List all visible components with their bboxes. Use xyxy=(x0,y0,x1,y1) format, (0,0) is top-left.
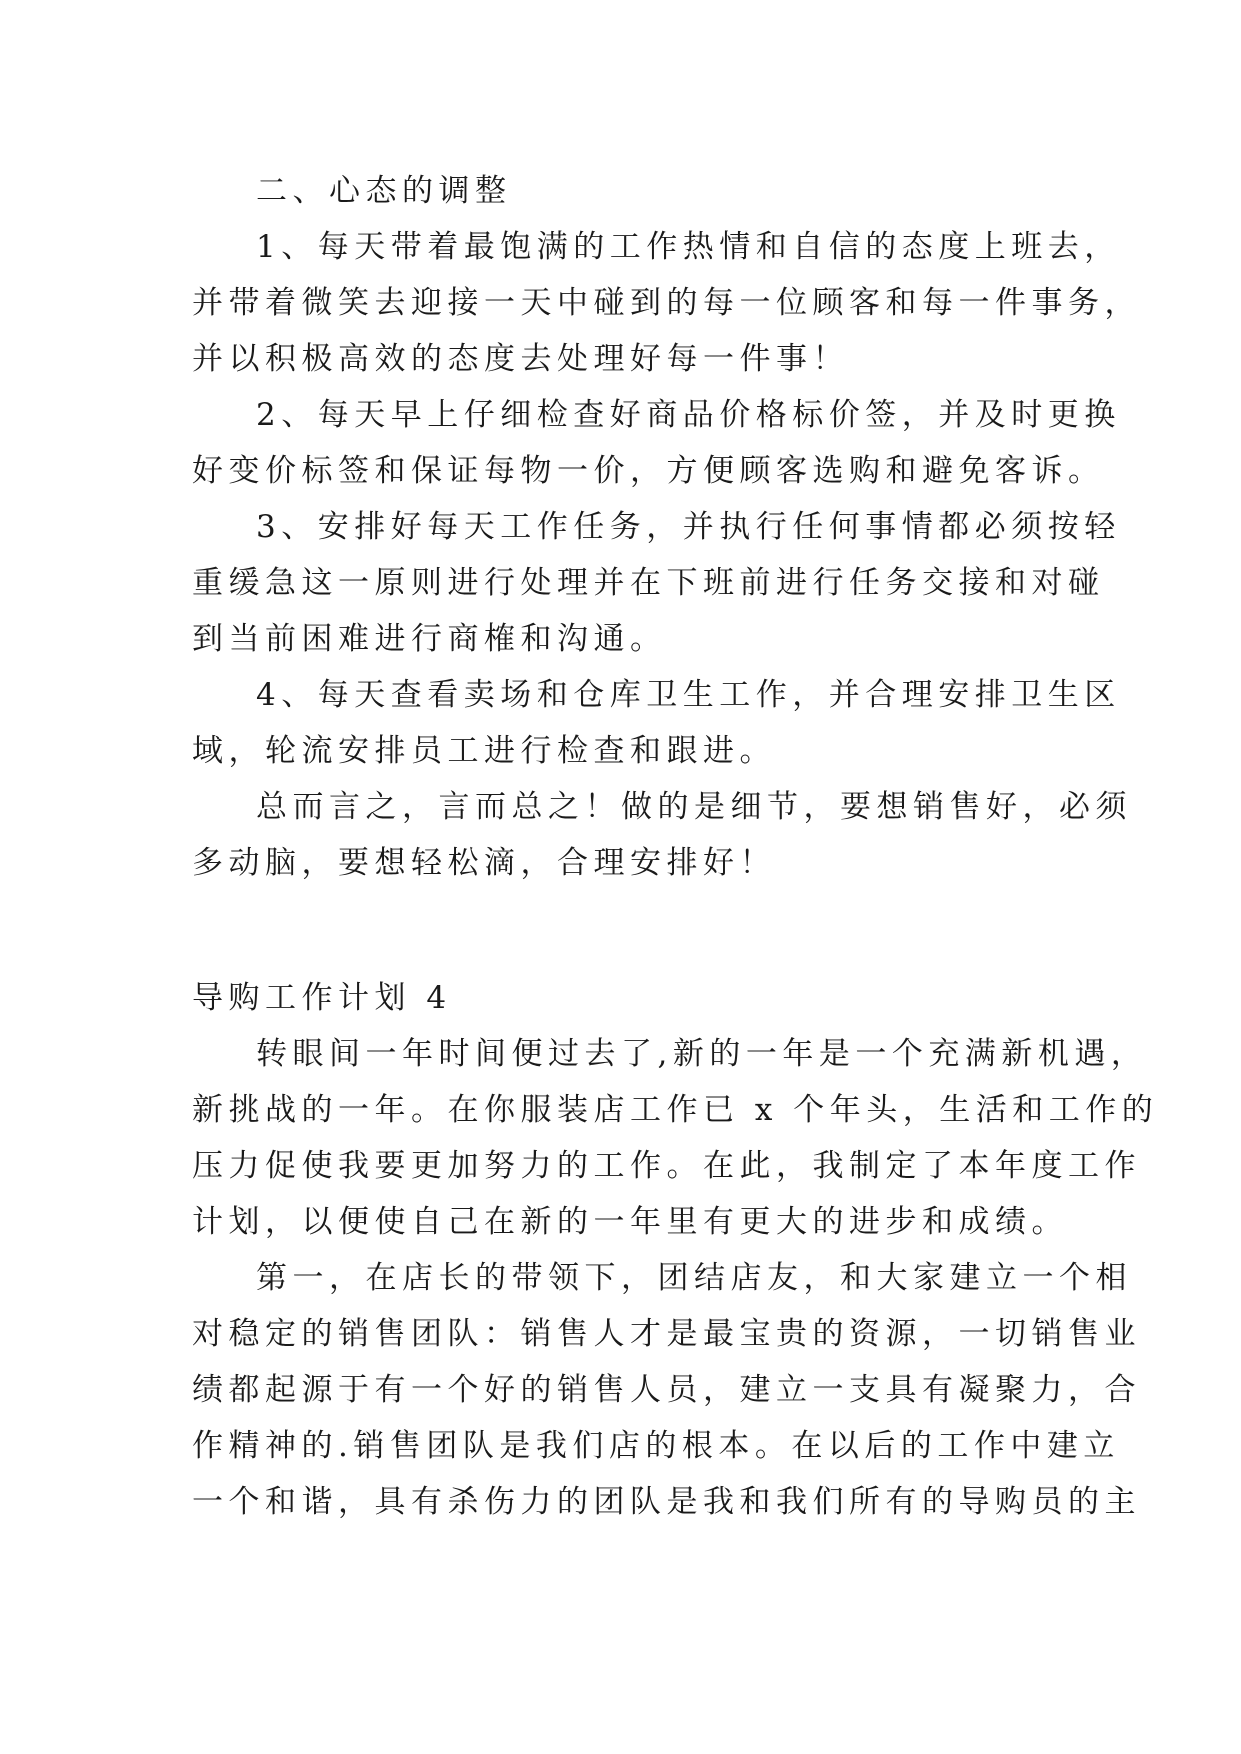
text-line: 2、每天早上仔细检查好商品价格标价签，并及时更换 xyxy=(256,397,1121,433)
text-line: 对稳定的销售团队：销售人才是最宝贵的资源，一切销售业 xyxy=(192,1316,1141,1352)
list-item-3 xyxy=(192,499,1121,667)
text-line: 并带着微笑去迎接一天中碰到的每一位顾客和每一件事务， xyxy=(192,285,1141,321)
text-line: 总而言之，言而总之！做的是细节，要想销售好，必须 xyxy=(256,789,1132,825)
text-line: 计划，以便使自己在新的一年里有更大的进步和成绩。 xyxy=(192,1204,1068,1240)
list-item-4 xyxy=(192,667,1121,779)
text-line: 新挑战的一年。在你服装店工作已 x 个年头，生活和工作的 xyxy=(192,1092,1159,1128)
text-line: 3、安排好每天工作任务，并执行任何事情都必须按轻 xyxy=(256,509,1121,545)
section-heading: 二、心态的调整 xyxy=(256,173,512,209)
text-line: 一个和谐，具有杀伤力的团队是我和我们所有的导购员的主 xyxy=(192,1484,1141,1520)
text-line: 并以积极高效的态度去处理好每一件事！ xyxy=(192,341,849,377)
text-line: 多动脑，要想轻松滴，合理安排好！ xyxy=(192,845,776,881)
text-line: 转眼间一年时间便过去了,新的一年是一个充满新机遇， xyxy=(256,1036,1148,1072)
paragraph-1 xyxy=(192,1026,1159,1250)
text-line: 到当前困难进行商榷和沟通。 xyxy=(192,621,667,657)
paragraph-2 xyxy=(192,1250,1141,1530)
text-line: 域，轮流安排员工进行检查和跟进。 xyxy=(192,733,776,769)
section-work-plan xyxy=(192,970,1159,1530)
text-line: 作精神的.销售团队是我们店的根本。在以后的工作中建立 xyxy=(192,1428,1120,1464)
summary-paragraph xyxy=(192,779,1132,891)
text-line: 4、每天查看卖场和仓库卫生工作，并合理安排卫生区 xyxy=(256,677,1121,713)
text-line: 好变价标签和保证每物一价，方便顾客选购和避免客诉。 xyxy=(192,453,1105,489)
text-line: 压力促使我要更加努力的工作。在此，我制定了本年度工作 xyxy=(192,1148,1141,1184)
section-mindset xyxy=(192,163,1141,891)
list-item-2 xyxy=(192,387,1121,499)
text-line: 绩都起源于有一个好的销售人员，建立一支具有凝聚力，合 xyxy=(192,1372,1141,1408)
section-title: 导购工作计划 4 xyxy=(192,980,452,1016)
text-line: 1、每天带着最饱满的工作热情和自信的态度上班去， xyxy=(256,229,1121,265)
text-line: 重缓急这一原则进行处理并在下班前进行任务交接和对碰 xyxy=(192,565,1105,601)
text-line: 第一，在店长的带领下，团结店友，和大家建立一个相 xyxy=(256,1260,1132,1296)
list-item-1 xyxy=(192,219,1141,387)
